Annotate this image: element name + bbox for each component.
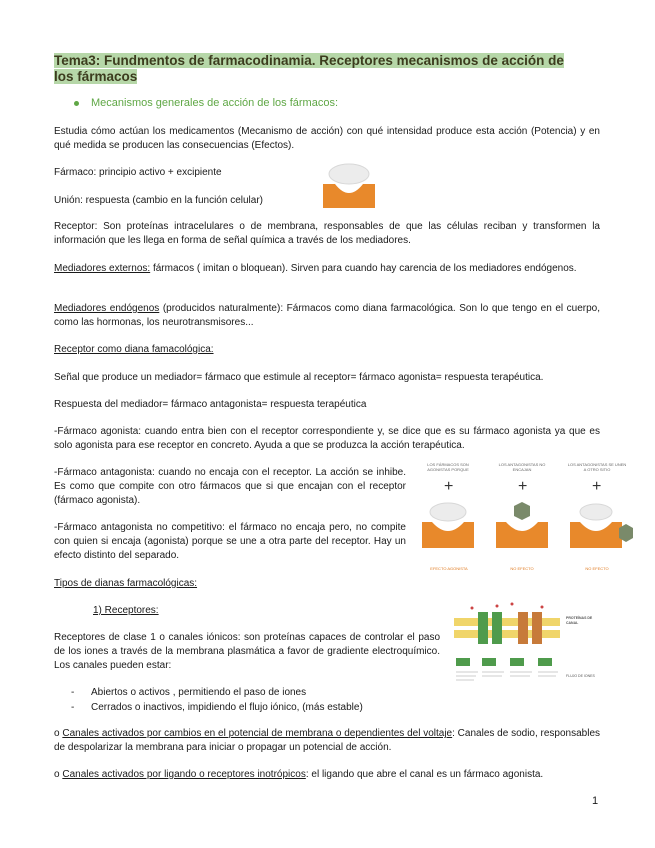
channel-state-list (54, 685, 454, 715)
union-line: Unión: respuesta (cambio en la función celular) (54, 195, 263, 206)
channel-small-caption: FLUJO DE IONES (566, 674, 595, 678)
page-title: Tema3: Fundmentos de farmacodinamia. Receptores mecanismos de acción de los fármacos (54, 53, 564, 84)
receptor-shapes-icon (416, 498, 634, 554)
mediadores-externos (54, 262, 600, 276)
section-bullet (74, 97, 338, 109)
receptor-figure (416, 462, 634, 574)
bullet-o: o (54, 728, 63, 739)
intro-paragraph: Estudia cómo actúan los medicamentos (Mecanismo de acción) con qué intensidad produce esta acción (Potencia) y en qué medida se producen las consecuencias (Efectos). (54, 126, 600, 151)
canales-ligando-label: Canales activados por ligando o receptores inotrópicos (62, 769, 306, 780)
fig-top-label-3: LOS ANTAGONISTAS SE UNEN A OTRO SITIO (567, 462, 627, 472)
plus-icon: + (444, 478, 454, 495)
antagonista-paragraph: -Fármaco antagonista: cuando no encaja con el receptor. La acción se inhibe. Es como que compite con otro fármacos que si que encajan con el receptor (fármaco agonista). (54, 467, 406, 506)
ion-channel-figure (452, 600, 602, 710)
plus-icon: + (592, 478, 602, 495)
receptores-subheading: 1) Receptores: (93, 605, 159, 616)
antagonista-nc-paragraph: -Fármaco antagonista no competitivo: el fármaco no encaja pero, no compite con quien si encaja (agonista) porque se une a otra parte del receptor. Hay un efecto distinto del separado. (54, 522, 406, 561)
plus-icon: + (518, 478, 528, 495)
senal-line: Señal que produce un mediador= fármaco que estimule al receptor= fármaco agonista= respuesta terapéutica. (54, 372, 544, 383)
channel-caption: PROTEÍNAS DE CANAL (566, 616, 593, 625)
fig-top-label-2: LOS ANTAGONISTAS NO ENCAJAN (498, 462, 546, 472)
mediadores-externos-text: fármacos ( imitan o bloquean). Sirven para cuando hay carencia de los mediadores endógenos. (150, 263, 577, 274)
canales-ligando-paragraph (54, 768, 600, 782)
clase1-paragraph: Receptores de clase 1 o canales iónicos: son proteínas capaces de controlar el paso de los iones a través de la membrana plasmática a favor de gradiente electroquímico. Los canales pueden estar: (54, 632, 440, 671)
page-number: 1 (592, 795, 599, 807)
membrane-channel-icon (452, 600, 562, 710)
canales-ligando-text: : el ligando que abre el canal es un fármaco agonista. (305, 769, 544, 780)
fig-bottom-label-3: NO EFECTO (585, 566, 609, 571)
mediadores-endogenos-label: Mediadores endógenos (54, 303, 160, 314)
bullet-o: o (54, 769, 63, 780)
respuesta-line: Respuesta del mediador= fármaco antagonista= respuesta terapéutica (54, 399, 367, 410)
canales-voltaje-paragraph (54, 727, 600, 755)
canales-voltaje-label: Canales activados por cambios en el potencial de membrana o dependientes del voltaje (62, 728, 453, 739)
receptor-diana-heading: Receptor como diana famacológica: (54, 344, 214, 355)
mediadores-endogenos-text: (producidos naturalmente): Fármacos como diana farmacológica. Son lo que tengo en el cuerpo, como las hormonas, los neurotransmisores... (54, 303, 601, 328)
mediadores-externos-label: Mediadores externos: (54, 263, 151, 274)
receptor-paragraph: Receptor: Son proteínas intracelulares o de membrana, responsables de que las células reciban y transformen la información que les llega en forma de señal química a través de los mediadores. (54, 221, 600, 246)
farmaco-line: Fármaco: principio activo + excipiente (54, 167, 222, 178)
list-item: - Cerrados o inactivos, impidiendo el flujo iónico, (más estable) (54, 700, 454, 715)
fig-top-label-1: LOS FÁRMACOS SON AGONISTAS PORQUE (427, 462, 469, 472)
receptor-binding-icon (323, 162, 375, 210)
mediadores-endogenos (54, 302, 600, 330)
list-item: - Abiertos o activos , permitiendo el paso de iones (54, 685, 454, 700)
bullet-dot-icon (74, 101, 79, 106)
fig-bottom-label-2: NO EFECTO (510, 566, 534, 571)
agonista-paragraph: -Fármaco agonista: cuando entra bien con el receptor correspondiente y, se dice que es su fármaco agonista ya que es solo agonista para ese receptor en concreto. Ayuda a que se produzca la acción terapéutica. (54, 426, 600, 451)
canales-voltaje-text: : Canales de sodio, responsables de despolarizar la membrana para iniciar o propagar un potencial de acción. (54, 728, 601, 753)
fig-bottom-label-1: EFECTO AGONISTA (430, 566, 468, 571)
bullet-text: Mecanismos generales de acción de los fármacos: (91, 97, 339, 109)
tipos-heading: Tipos de dianas farmacológicas: (54, 578, 198, 589)
